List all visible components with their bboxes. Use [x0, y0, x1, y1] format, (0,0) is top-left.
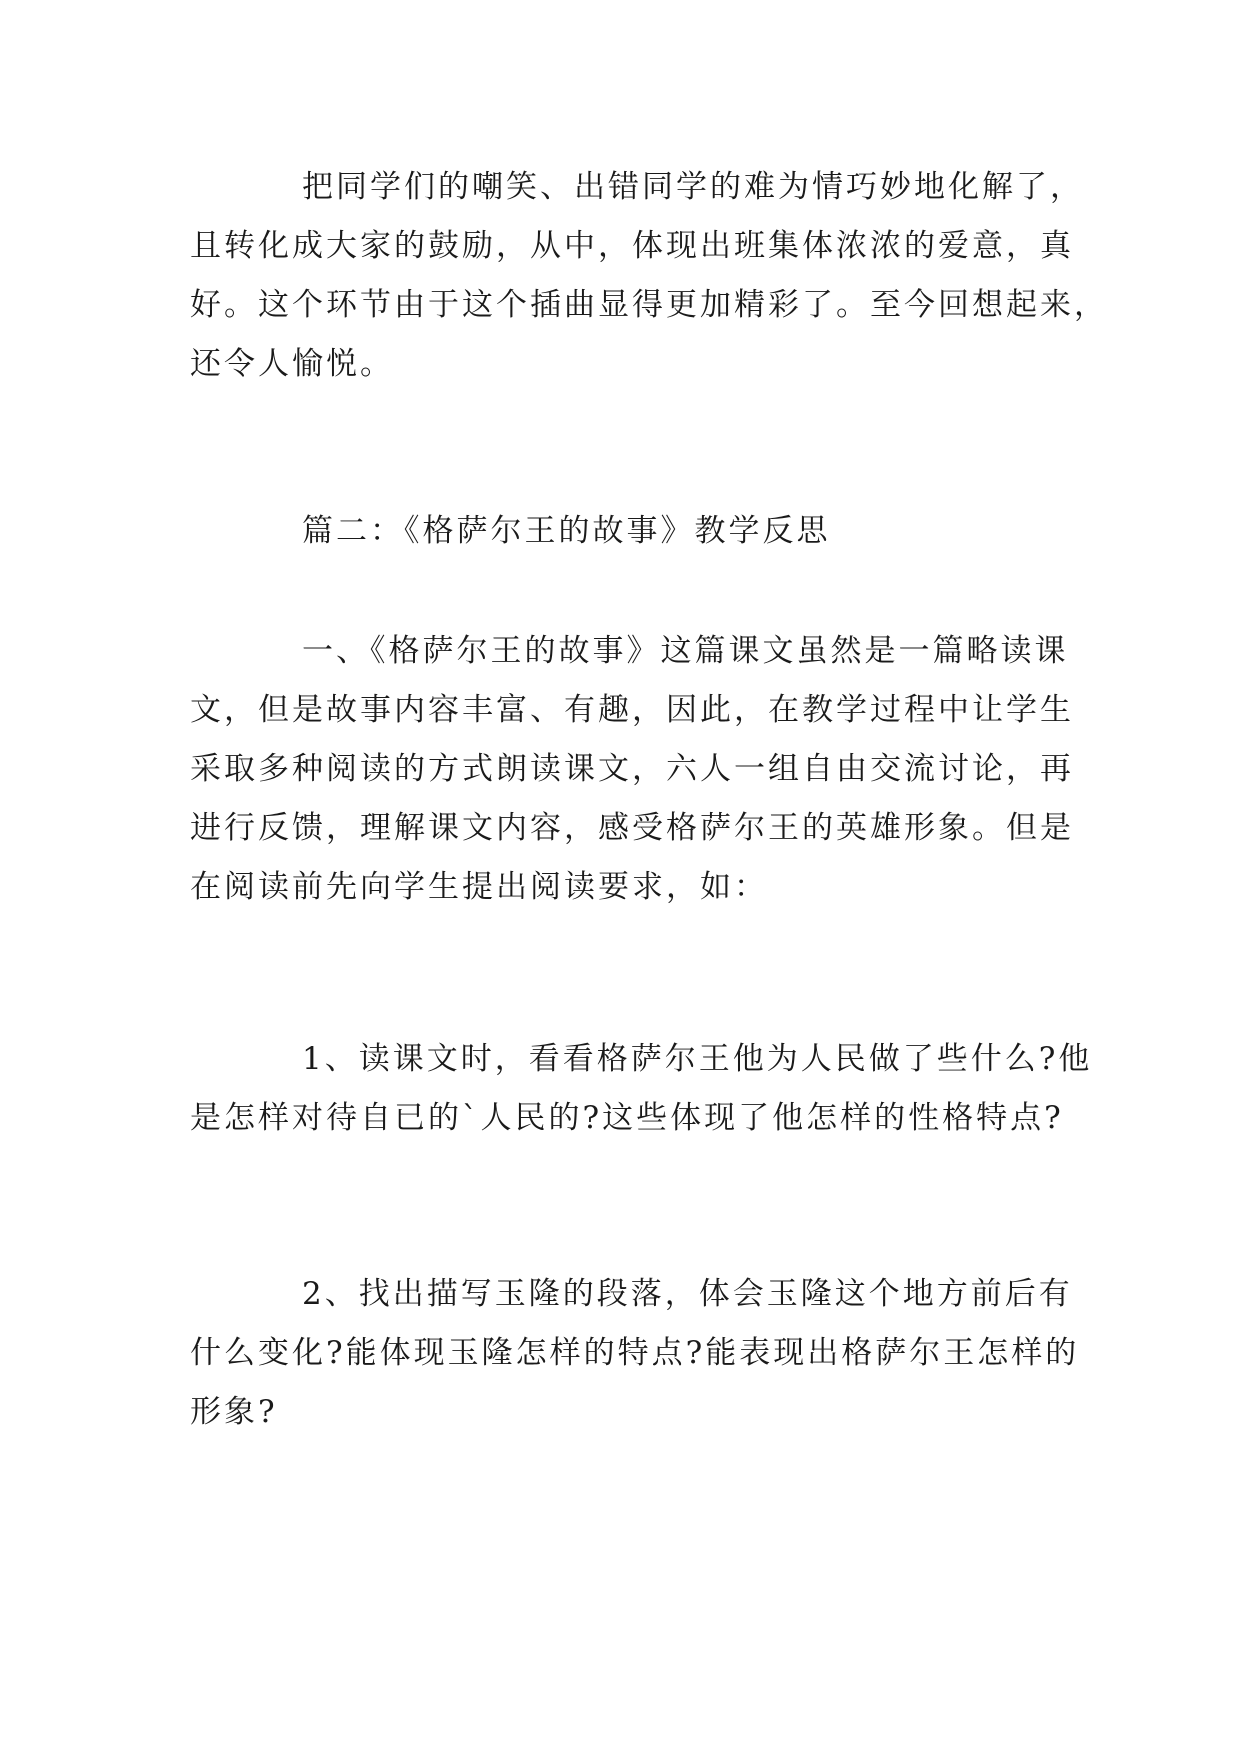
paragraph-line: 采取多种阅读的方式朗读课文，六人一组自由交流讨论，再	[190, 751, 1074, 787]
paragraph-line: 在阅读前先向学生提出阅读要求，如：	[190, 869, 768, 905]
paragraph-continuation	[190, 158, 1108, 394]
paragraph-line: 1、读课文时，看看格萨尔王他为人民做了些什么?他	[302, 1041, 1093, 1077]
section-heading	[190, 502, 1050, 561]
paragraph-line: 把同学们的嘲笑、出错同学的难为情巧妙地化解了，	[302, 169, 1084, 205]
paragraph-line: 什么变化?能体现玉隆怎样的特点?能表现出格萨尔王怎样的	[190, 1335, 1080, 1371]
heading-text: 篇二：《格萨尔王的故事》教学反思	[302, 513, 831, 549]
paragraph-reflection-intro	[190, 622, 1074, 917]
paragraph-line: 2、找出描写玉隆的段落，体会玉隆这个地方前后有	[302, 1276, 1073, 1312]
paragraph-line: 形象?	[190, 1394, 278, 1430]
paragraph-line: 还令人愉悦。	[190, 346, 394, 382]
paragraph-line: 好。这个环节由于这个插曲显得更加精彩了。至今回想起来，	[190, 287, 1108, 323]
paragraph-requirement-1	[190, 1030, 1093, 1148]
paragraph-requirement-2	[190, 1265, 1080, 1442]
paragraph-line: 是怎样对待自已的`人民的?这些体现了他怎样的性格特点?	[190, 1100, 1064, 1136]
paragraph-line: 一、《格萨尔王的故事》这篇课文虽然是一篇略读课	[302, 633, 1069, 669]
paragraph-line: 进行反馈，理解课文内容，感受格萨尔王的英雄形象。但是	[190, 810, 1074, 846]
paragraph-line: 且转化成大家的鼓励，从中，体现出班集体浓浓的爱意，真	[190, 228, 1074, 264]
paragraph-line: 文，但是故事内容丰富、有趣，因此，在教学过程中让学生	[190, 692, 1074, 728]
